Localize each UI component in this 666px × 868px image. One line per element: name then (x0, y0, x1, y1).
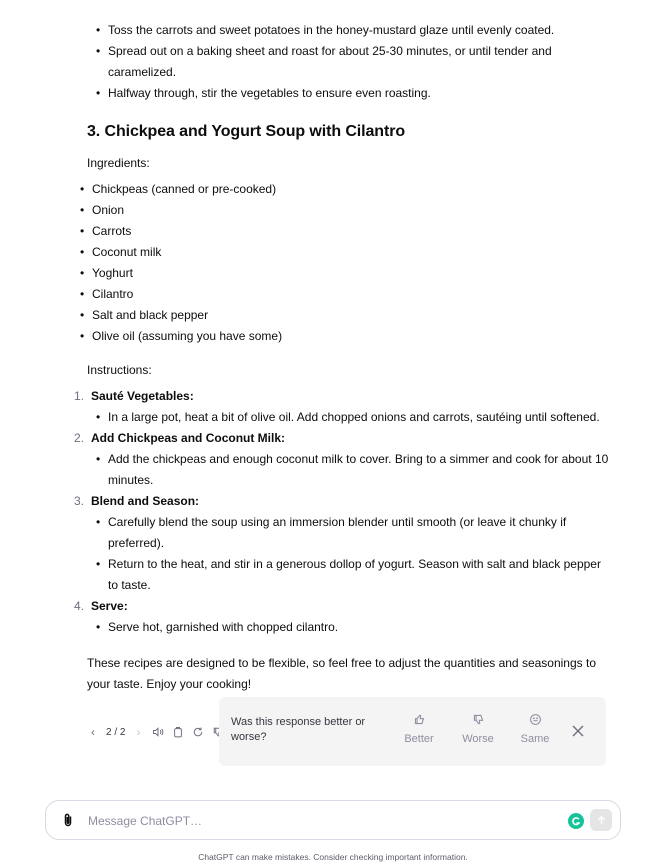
step-detail-text: Return to the heat, and stir in a generous dollop of yogurt. Season with salt and black pepper (108, 557, 601, 571)
ingredient-text: Yoghurt (92, 266, 133, 280)
worse-label: Worse (462, 733, 494, 745)
bullet-icon: • (80, 266, 85, 280)
same-button[interactable] (515, 713, 555, 746)
ingredient-text: Onion (92, 203, 125, 217)
list-item-text-continued: caramelized. (108, 65, 177, 79)
message-actions (86, 722, 225, 742)
disclaimer-text: ChatGPT can make mistakes. Consider checking important information. (198, 852, 468, 862)
ingredient-text: Olive oil (assuming you have some) (92, 329, 283, 343)
ingredient-item (80, 284, 133, 305)
step-number: 1. (73, 389, 84, 403)
bullet-icon: • (96, 557, 101, 571)
ingredient-text: Salt and black pepper (92, 308, 209, 322)
step-detail-text: Carefully blend the soup using an immersion blender until smooth (or leave it chunky if (108, 515, 567, 529)
bullet-icon: • (80, 287, 85, 301)
step-detail-text-continued: minutes. (108, 473, 154, 487)
bullet-icon: • (96, 44, 101, 58)
bullet-icon: • (96, 620, 101, 634)
thumbs-down-icon (472, 713, 485, 726)
regenerate-icon[interactable] (191, 725, 205, 739)
list-item (96, 83, 431, 104)
ingredient-item (80, 305, 208, 326)
step-detail-text-continued: preferred). (108, 536, 165, 550)
list-item (96, 41, 552, 62)
bullet-icon: • (80, 308, 85, 322)
step-detail (96, 407, 600, 428)
read-aloud-icon[interactable] (151, 725, 165, 739)
step-title: Sauté Vegetables: (91, 389, 194, 403)
bullet-icon: • (96, 515, 101, 529)
bullet-icon: • (80, 224, 85, 238)
bullet-icon: • (80, 329, 85, 343)
step-detail-text: Serve hot, garnished with chopped cilantro. (108, 620, 339, 634)
grammarly-icon[interactable] (568, 813, 584, 829)
step-detail (96, 554, 601, 575)
step-detail (96, 617, 338, 638)
closing-paragraph-line2: your taste. Enjoy your cooking! (87, 677, 252, 691)
step-title: Add Chickpeas and Coconut Milk: (91, 431, 286, 445)
ingredient-text: Chickpeas (canned or pre-cooked) (92, 182, 277, 196)
list-item-text: Toss the carrots and sweet potatoes in the honey-mustard glaze until evenly coated. (108, 23, 555, 37)
ingredient-item (80, 326, 282, 347)
previous-response-button[interactable]: ‹ (91, 724, 95, 739)
recipe-heading: 3. Chickpea and Yogurt Soup with Cilantro (87, 123, 406, 140)
ingredient-item (80, 200, 124, 221)
message-composer (45, 800, 621, 840)
ingredient-text: Carrots (92, 224, 132, 238)
ingredient-item (80, 263, 133, 284)
step-detail (96, 449, 608, 470)
ingredient-item (80, 221, 131, 242)
step-number: 4. (73, 599, 84, 613)
close-icon (571, 724, 585, 738)
list-item-text: Spread out on a baking sheet and roast for about 25-30 minutes, or until tender and (108, 44, 552, 58)
step-detail-text: Add the chickpeas and enough coconut milk to cover. Bring to a simmer and cook for about 10 (108, 452, 609, 466)
bullet-icon: • (96, 23, 101, 37)
same-label: Same (520, 733, 550, 745)
step-title: Serve: (91, 599, 128, 613)
send-button[interactable] (590, 809, 612, 831)
closing-paragraph-line1: These recipes are designed to be flexible, so feel free to adjust the quantities and seasonings to (87, 656, 596, 670)
ingredient-item (80, 242, 161, 263)
bullet-icon: • (80, 245, 85, 259)
ingredients-label: Ingredients: (87, 156, 150, 170)
neutral-face-icon (529, 713, 542, 726)
instructions-label: Instructions: (87, 363, 152, 377)
attach-button[interactable] (60, 812, 76, 828)
step-detail-text-continued: to taste. (108, 578, 151, 592)
list-item (96, 20, 554, 41)
ingredient-text: Cilantro (92, 287, 134, 301)
message-input[interactable] (86, 810, 550, 832)
response-comparison-feedback (219, 697, 606, 766)
bullet-icon: • (96, 86, 101, 100)
bullet-icon: • (80, 182, 85, 196)
feedback-question: Was this response better or worse? (231, 716, 366, 743)
ingredient-item (80, 179, 276, 200)
step-detail-text: In a large pot, heat a bit of olive oil. Add chopped onions and carrots, sautéing until softened. (108, 410, 600, 424)
copy-icon[interactable] (171, 725, 185, 739)
bullet-icon: • (96, 410, 101, 424)
step-detail (96, 512, 566, 533)
step-number: 2. (73, 431, 84, 445)
close-feedback-button[interactable] (571, 724, 585, 738)
response-pager: 2 / 2 (106, 726, 126, 738)
step-title: Blend and Season: (91, 494, 200, 508)
list-item-text: Halfway through, stir the vegetables to ensure even roasting. (108, 86, 431, 100)
better-button[interactable] (399, 713, 439, 746)
bullet-icon: • (80, 203, 85, 217)
worse-button[interactable] (458, 713, 498, 746)
better-label: Better (404, 733, 434, 745)
arrow-up-icon (596, 815, 607, 826)
next-response-button[interactable]: › (136, 724, 141, 739)
ingredient-text: Coconut milk (92, 245, 162, 259)
step-number: 3. (73, 494, 84, 508)
bullet-icon: • (96, 452, 101, 466)
thumbs-up-icon (413, 713, 426, 726)
paperclip-icon (60, 812, 76, 828)
